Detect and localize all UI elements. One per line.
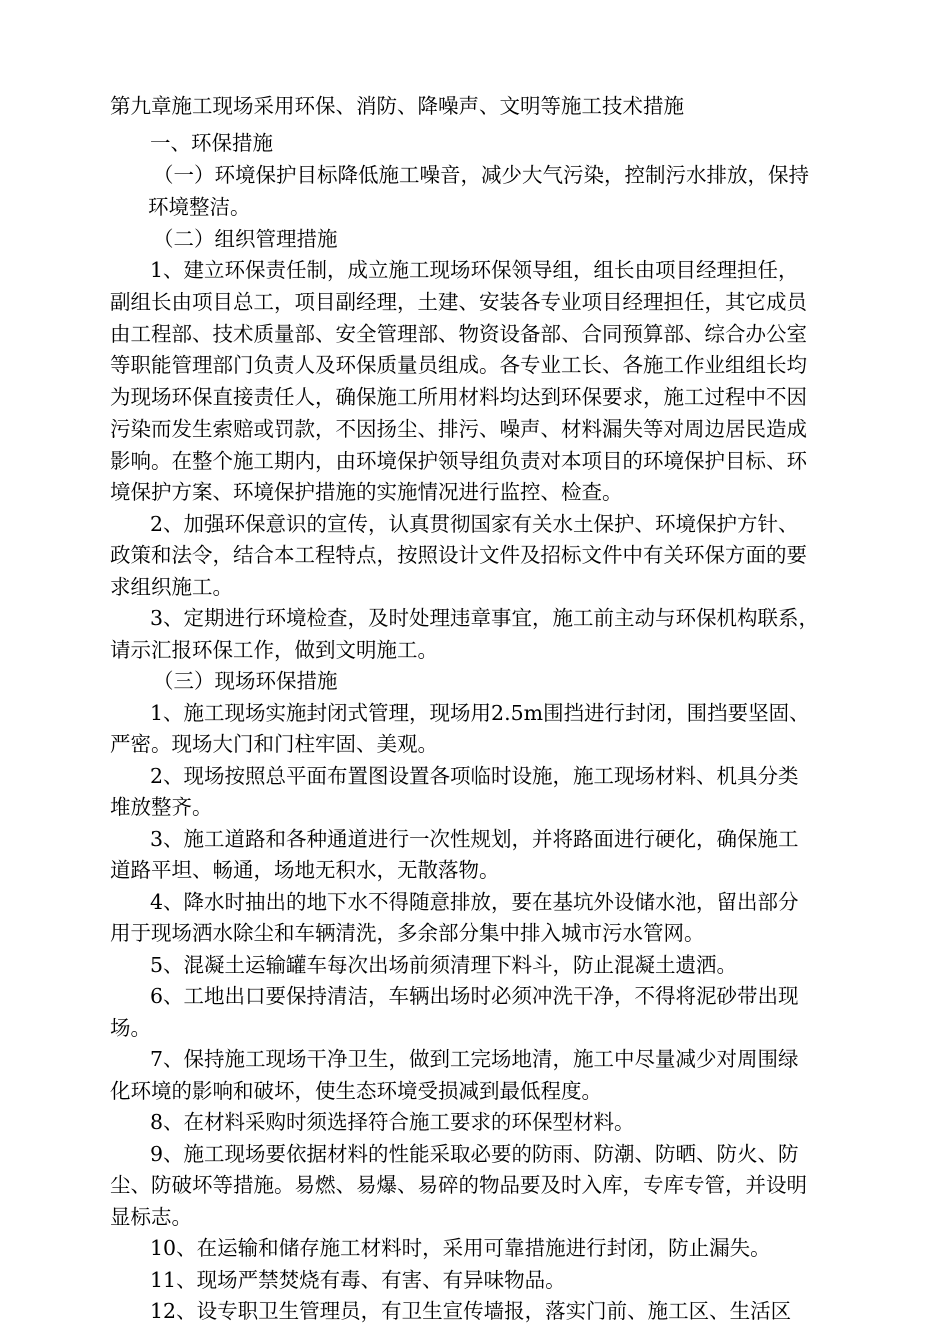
heading-environmental-measures: 一、环保措施 [150,131,273,155]
paragraph-line: 道路平坦、畅通，场地无积水，无散落物。 [110,858,500,882]
paragraph-line: 影响。在整个施工期内，由环境保护领导组负责对本项目的环境保护目标、环 [110,449,807,473]
paragraph-line: 用于现场洒水除尘和车辆清洗，多余部分集中排入城市污水管网。 [110,921,705,945]
paragraph-line: 显标志。 [110,1205,192,1229]
paragraph-line: （一）环境保护目标降低施工噪音，减少大气污染，控制污水排放，保持 [153,163,809,187]
paragraph-line: 12、设专职卫生管理员，有卫生宣传墙报，落实门前、施工区、生活区 [150,1299,792,1323]
paragraph-line: 场。 [110,1016,151,1040]
paragraph-line: 2、现场按照总平面布置图设置各项临时设施，施工现场材料、机具分类 [150,764,799,788]
paragraph-line: 严密。现场大门和门柱牢固、美观。 [110,732,438,756]
paragraph-line: 污染而发生索赔或罚款，不因扬尘、排污、噪声、材料漏失等对周边居民造成 [110,417,807,441]
subheading-organization: （二）组织管理措施 [153,227,338,251]
chapter-title: 第九章施工现场采用环保、消防、降噪声、文明等施工技术措施 [110,94,684,118]
paragraph-line: 4、降水时抽出的地下水不得随意排放，要在基坑外设储水池，留出部分 [150,890,799,914]
paragraph-line: 环境整洁。 [148,195,251,219]
paragraph-line: 9、施工现场要依据材料的性能采取必要的防雨、防潮、防晒、防火、防 [150,1142,799,1166]
paragraph-line: 由工程部、技术质量部、安全管理部、物资设备部、合同预算部、综合办公室 [110,322,807,346]
paragraph-line: 6、工地出口要保持清洁，车辆出场时必须冲洗干净，不得将泥砂带出现 [150,984,799,1008]
paragraph-line: 2、加强环保意识的宣传，认真贯彻国家有关水土保护、环境保护方针、 [150,512,799,536]
paragraph-line: 3、施工道路和各种通道进行一次性规划，并将路面进行硬化，确保施工 [150,827,799,851]
paragraph-line: 副组长由项目总工，项目副经理，土建、安装各专业项目经理担任，其它成员 [110,290,807,314]
paragraph-line: 10、在运输和储存施工材料时，采用可靠措施进行封闭，防止漏失。 [150,1236,771,1260]
paragraph-line: 为现场环保直接责任人，确保施工所用材料均达到环保要求，施工过程中不因 [110,385,807,409]
paragraph-line: 求组织施工。 [110,575,233,599]
paragraph-line: 尘、防破坏等措施。易燃、易爆、易碎的物品要及时入库，专库专管，并设明 [110,1173,807,1197]
paragraph-line: 境保护方案、环境保护措施的实施情况进行监控、检查。 [110,480,623,504]
subheading-site-measures: （三）现场环保措施 [153,669,338,693]
paragraph-line: 等职能管理部门负责人及环保质量员组成。各专业工长、各施工作业组组长均 [110,353,807,377]
paragraph-line: 1、建立环保责任制，成立施工现场环保领导组，组长由项目经理担任， [150,258,799,282]
paragraph-line: 11、现场严禁焚烧有毒、有害、有异味物品。 [150,1268,566,1292]
paragraph-line: 请示汇报环保工作，做到文明施工。 [110,638,438,662]
paragraph-line: 堆放整齐。 [110,795,213,819]
paragraph-line: 3、定期进行环境检查，及时处理违章事宜，施工前主动与环保机构联系， [150,606,820,630]
paragraph-line: 1、施工现场实施封闭式管理，现场用2.5m围挡进行封闭，围挡要坚固、 [150,701,810,725]
paragraph-line: 8、在材料采购时须选择符合施工要求的环保型材料。 [150,1110,635,1134]
paragraph-line: 化环境的影响和破坏，使生态环境受损减到最低程度。 [110,1079,602,1103]
paragraph-line: 5、混凝土运输罐车每次出场前须清理下料斗，防止混凝土遗洒。 [150,953,738,977]
paragraph-line: 7、保持施工现场干净卫生，做到工完场地清，施工中尽量减少对周围绿 [150,1047,799,1071]
paragraph-line: 政策和法令，结合本工程特点，按照设计文件及招标文件中有关环保方面的要 [110,543,807,567]
